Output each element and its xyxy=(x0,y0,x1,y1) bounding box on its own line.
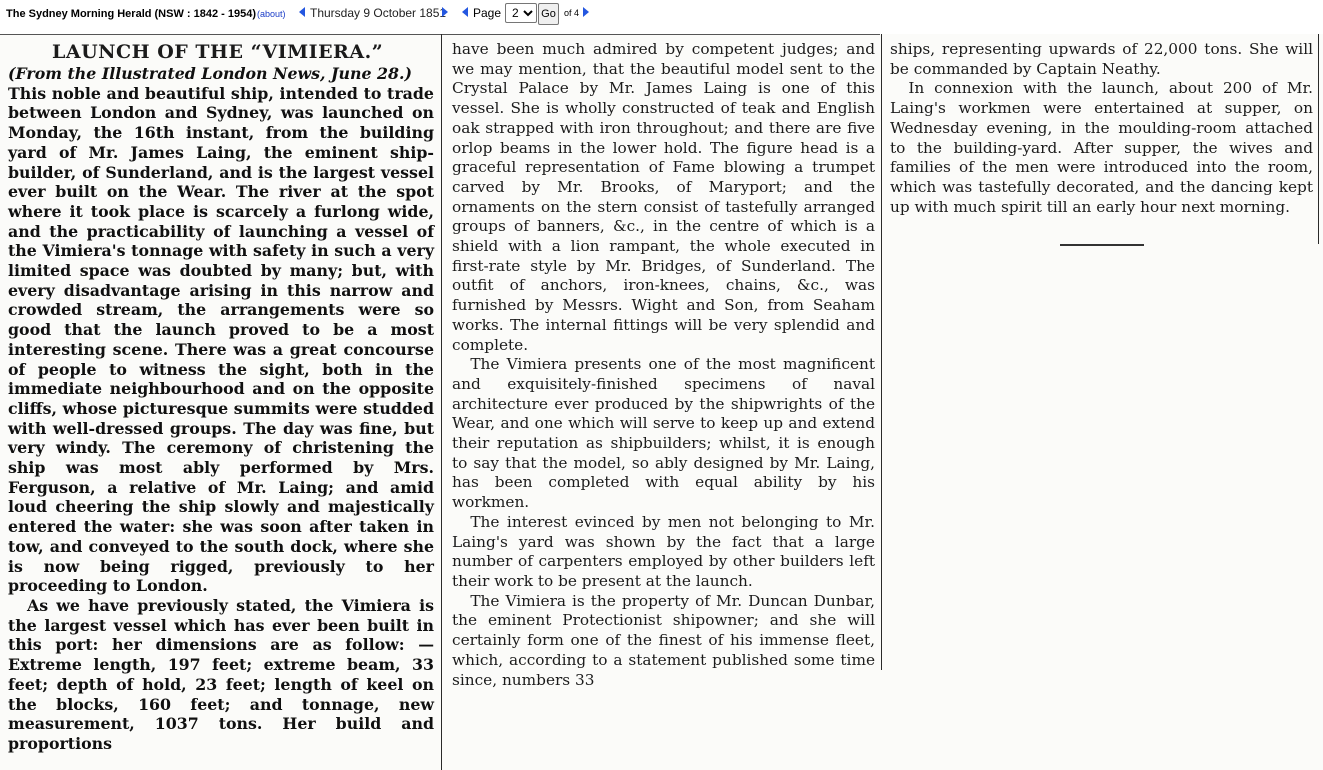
article-column-2 xyxy=(452,40,875,690)
issue-navigation-bar xyxy=(0,0,1323,30)
article-column-3 xyxy=(890,40,1313,217)
article-column-1 xyxy=(8,64,434,754)
article-paragraph: The Vimiera is the property of Mr. Duncan Dunbar, the eminent Protectionist shipowner; and she will certainly form one of the finest of his immense fleet, which, according to a statement published some time since, numbers 33 xyxy=(452,591,875,689)
article-paragraph: In connexion with the launch, about 200 of Mr. Laing's workmen were entertained at supper, on Wednesday evening, in the moulding-room attached to the building-yard. After supper, the wives and families of the men were introduced into the room, which was tastefully decorated, and the dancing kept up with much spirit till an early hour next morning. xyxy=(890,79,1313,216)
page-count: of 4 xyxy=(564,8,580,18)
article-source-line: (From the Illustrated London News, June 28.) xyxy=(8,64,412,83)
article-end-rule xyxy=(1060,244,1144,246)
column-rule xyxy=(441,34,442,770)
article-paragraph: ships, representing upwards of 22,000 tons. She will be commanded by Captain Neathy. xyxy=(890,40,1313,78)
article-paragraph: The interest evinced by men not belonging to Mr. Laing's yard was shown by the fact that a large number of carpenters employed by other builders left their work to be present at the launch. xyxy=(452,512,875,590)
publication-title-link[interactable]: The Sydney Morning Herald (NSW : 1842 - 1954) xyxy=(6,8,257,20)
previous-page-icon[interactable] xyxy=(462,7,468,17)
page-select[interactable] xyxy=(505,3,537,23)
article-paragraph: The Vimiera presents one of the most magnificent and exquisitely-finished specimens of naval architecture ever produced by the shipwrights of the Wear, and one which will serve to keep up and extend their reputation as shipbuilders; whilst, it is enough to say that the model, so ably designed by Mr. Laing, has been completed with equal ability by his workmen. xyxy=(452,355,875,512)
article-paragraph: This noble and beautiful ship, intended to trade between London and Sydney, was launched on Monday, the 16th instant, from the building yard of Mr. James Laing, the eminent ship-builder, of Sunderland, and is the largest vessel ever built on the Wear. The river at the spot where it took place is scarcely a furlong wide, and the practicability of launching a vessel of the Vimiera's tonnage with safety in such a very limited space was doubted by many; but, with every disadvantage arising in this narrow and crowded stream, the arrangements were so good that the launch proved to be a most interesting scene. There was a great concourse of people to witness the sight, both in the immediate neighbourhood and on the opposite cliffs, whose picturesque summits were studded with well-dressed groups. The day was fine, but very windy. The ceremony of christening the ship was most ably performed by Mrs. Ferguson, a relative of Mr. Laing; and amid loud cheering the ship slowly and majestically entered the water: she was soon after taken in tow, and conveyed to the south dock, where she is now being rigged, previously to her proceeding to London. xyxy=(8,83,434,596)
article-headline: LAUNCH OF THE “VIMIERA.” xyxy=(52,41,384,63)
newspaper-article-scan xyxy=(0,34,1323,770)
page-label: Page xyxy=(473,6,502,20)
article-paragraph: As we have previously stated, the Vimiera is the largest vessel which has ever been built in this port: her dimensions are as follow: — Extreme length, 197 feet; extreme beam, 33 feet; depth of hold, 23 feet; length of keel on the blocks, 160 feet; and tonnage, new measurement, 1037 tons. Her build and proportions xyxy=(8,595,434,753)
previous-issue-icon[interactable] xyxy=(299,7,305,17)
next-page-icon[interactable] xyxy=(583,7,589,17)
issue-date: Thursday 9 October 1851 xyxy=(310,6,447,20)
column-rule xyxy=(881,34,882,670)
next-issue-icon[interactable] xyxy=(442,7,448,17)
top-rule xyxy=(0,34,880,35)
column-rule xyxy=(1318,34,1319,244)
about-link[interactable]: (about) xyxy=(257,9,286,19)
article-paragraph: have been much admired by competent judges; and we may mention, that the beautiful model sent to the Crystal Palace by Mr. James Laing is one of this vessel. She is wholly constructed of teak and English oak strapped with iron throughout; and there are five orlop beams in the lower hold. The figure head is a graceful representation of Fame blowing a trumpet carved by Mr. Brooks, of Maryport; and the ornaments on the stern consist of tastefully arranged groups of banners, &c., in the centre of which is a shield with a lion rampant, the whole executed in first-rate style by Mr. Bridges, of Sunderland. The outfit of anchors, iron-knees, chains, &c., was furnished by Messrs. Wight and Son, from Seaham works. The internal fittings will be very splendid and complete. xyxy=(452,40,875,354)
go-button[interactable]: Go xyxy=(538,3,559,25)
